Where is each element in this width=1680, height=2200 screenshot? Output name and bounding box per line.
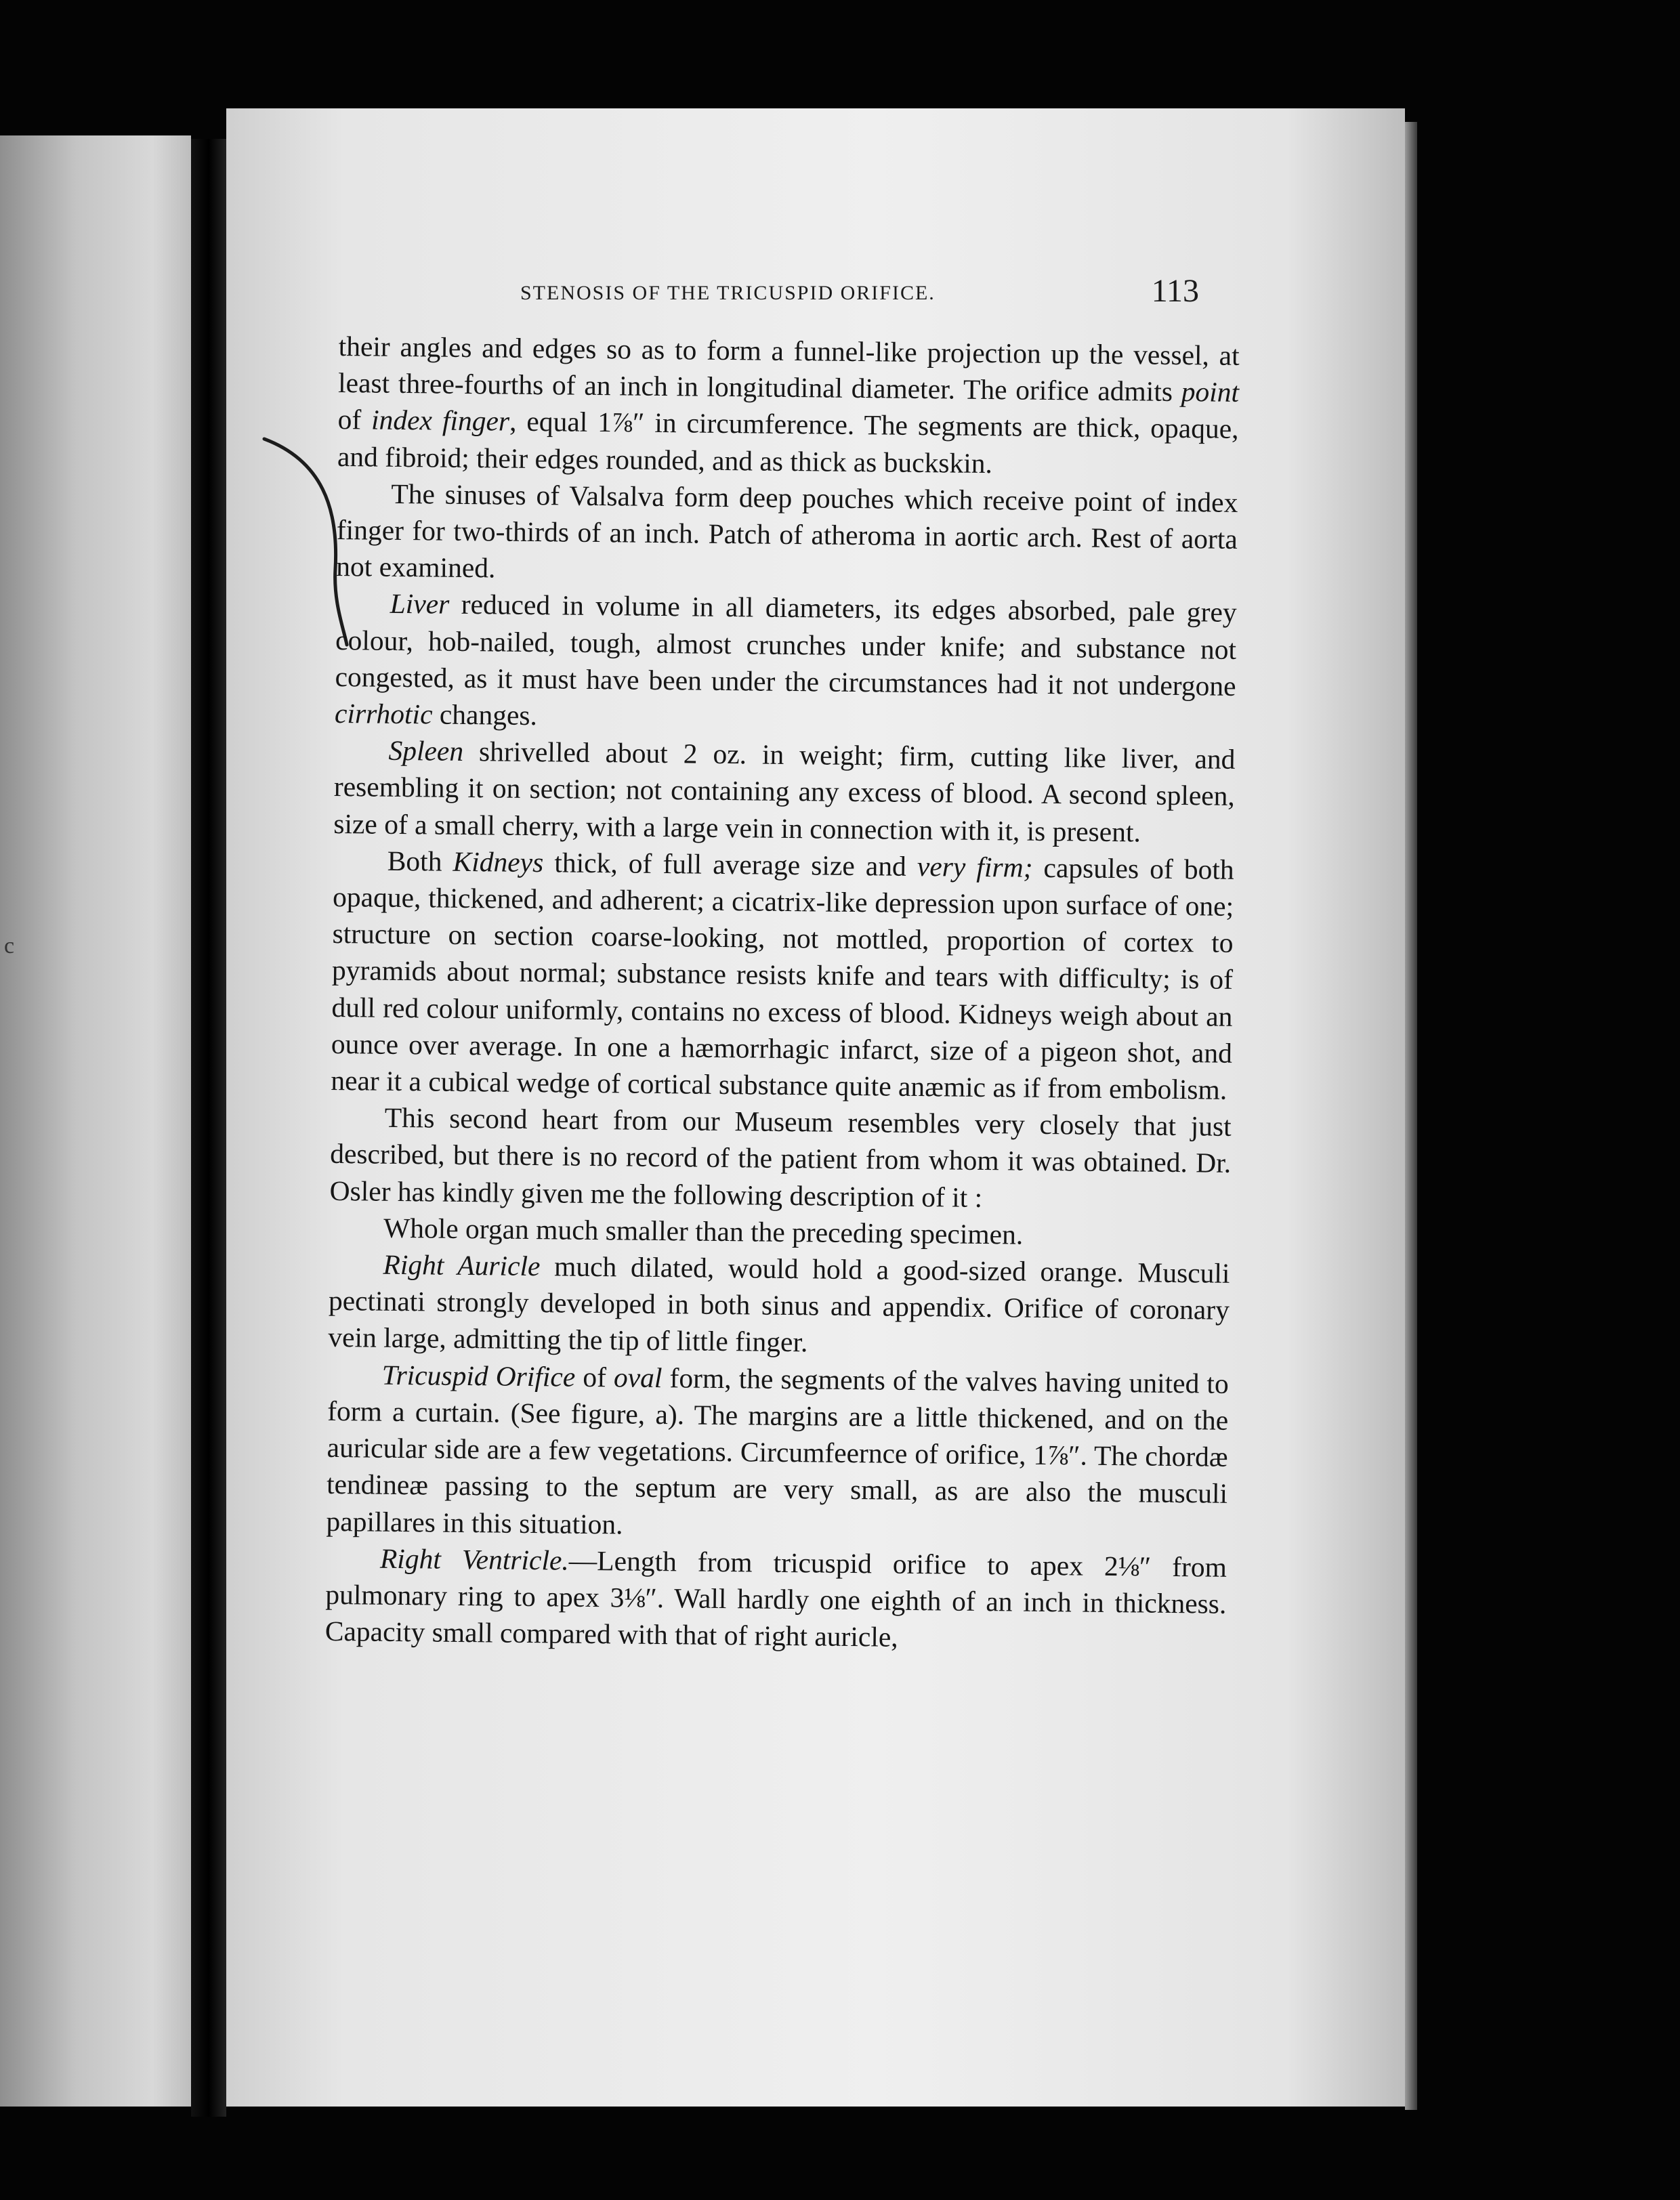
italic-text: point bbox=[1181, 376, 1240, 408]
text-run: Both bbox=[387, 845, 453, 877]
paragraph bbox=[335, 585, 1237, 741]
italic-text: Right Ventricle. bbox=[379, 1542, 570, 1576]
text-run: form, the segments of the valves having united to form a curtain. (See figure, a). The margins are a little thickened, and on the auricular side are a few vegetations. Circumfeernce of orifice, 1⅞″. The chordæ tendineæ passing to the septum are very small, as are also the musculi papillares in this situation. bbox=[326, 1361, 1229, 1540]
book-gutter bbox=[191, 139, 226, 2117]
italic-text: cirrhotic bbox=[334, 698, 433, 730]
page-header bbox=[501, 272, 1213, 313]
page-number: 113 bbox=[1151, 273, 1199, 309]
paragraph bbox=[329, 1099, 1232, 1219]
text-run: Whole organ much smaller than the preceding specimen. bbox=[383, 1212, 1024, 1250]
text-run: their angles and edges so as to form a funnel-like projection up the vessel, at least three-fourths of an inch in longitudinal diameter. The orifice admits bbox=[337, 330, 1240, 408]
page-edge bbox=[1405, 122, 1417, 2110]
paragraph bbox=[328, 1246, 1230, 1366]
text-run: —Length from tricuspid orifice to apex 2⅛″ from pulmonary ring to apex 3⅛″. Wall hardly one eighth of an inch in thickness. Capacity small compared with that of right auricle, bbox=[324, 1544, 1227, 1653]
text-run: , equal 1⅞″ in circumference. The segments are thick, opaque, and fibroid; their edges rounded, and as thick as buckskin. bbox=[337, 406, 1239, 479]
italic-text: Tricuspid Orifice bbox=[381, 1359, 576, 1393]
paragraph bbox=[331, 842, 1234, 1108]
italic-text: Kidneys bbox=[453, 845, 544, 879]
left-page-mark: c bbox=[4, 933, 15, 958]
italic-text: very firm; bbox=[917, 850, 1033, 883]
running-title: STENOSIS OF THE TRICUSPID ORIFICE. bbox=[520, 282, 936, 304]
paragraph bbox=[337, 328, 1240, 484]
text-run: capsules of both opaque, thickened, and adherent; a cicatrix-like depression upon surface of one; structure on section coarse-looking, not mottled, proportion of cortex to pyramids about normal; substance resists knife and tears with difficulty; is of dull red colour uniformly, contains no excess of blood. Kidneys weigh about an ounce over average. In one a hæmorrhagic infarct, size of a pigeon shot, and near it a cubical wedge of cortical substance quite anæmic as if from embolism. bbox=[331, 851, 1234, 1105]
text-run: The sinuses of Valsalva form deep pouches which receive point of index finger for two-thirds of an inch. Patch of atheroma in aortic arch. Rest of aorta not examined. bbox=[336, 478, 1238, 584]
text-run: reduced in volume in all diameters, its edges absorbed, pale grey colour, hob-nailed, tough, almost crunches under knife; and substance not congested, as it must have been under the circumstances had it not undergone bbox=[335, 589, 1237, 702]
italic-text: Right Auricle bbox=[383, 1248, 541, 1282]
paragraph bbox=[333, 732, 1236, 851]
body-text bbox=[325, 328, 1240, 1659]
text-run: shrivelled about 2 oz. in weight; firm, cutting like liver, and resembling it on section; not containing any excess of blood. A second spleen, size of a small cherry, with a large vein in connection with it, is present. bbox=[333, 736, 1236, 848]
text-run: of bbox=[337, 404, 372, 436]
text-run: of bbox=[575, 1361, 614, 1393]
italic-text: oval bbox=[613, 1361, 663, 1393]
italic-text: Liver bbox=[390, 588, 450, 620]
text-run: This second heart from our Museum resembles very closely that just described, but there is no record of the patient from whom it was obtained. Dr. Osler has kindly given me the following description of it : bbox=[329, 1102, 1232, 1213]
italic-text: Spleen bbox=[388, 735, 464, 767]
paragraph bbox=[336, 475, 1238, 595]
paragraph bbox=[325, 1540, 1227, 1659]
text-run: changes. bbox=[432, 698, 538, 732]
paragraph bbox=[326, 1356, 1229, 1549]
left-page-edge bbox=[0, 135, 191, 2107]
italic-text: index finger bbox=[371, 404, 510, 438]
text-run: thick, of full average size and bbox=[543, 847, 918, 882]
text-run: much dilated, would hold a good-sized orange. Musculi pectinati strongly developed in both sinus and appendix. Orifice of coronary vein large, admitting the tip of little finger. bbox=[328, 1250, 1230, 1358]
